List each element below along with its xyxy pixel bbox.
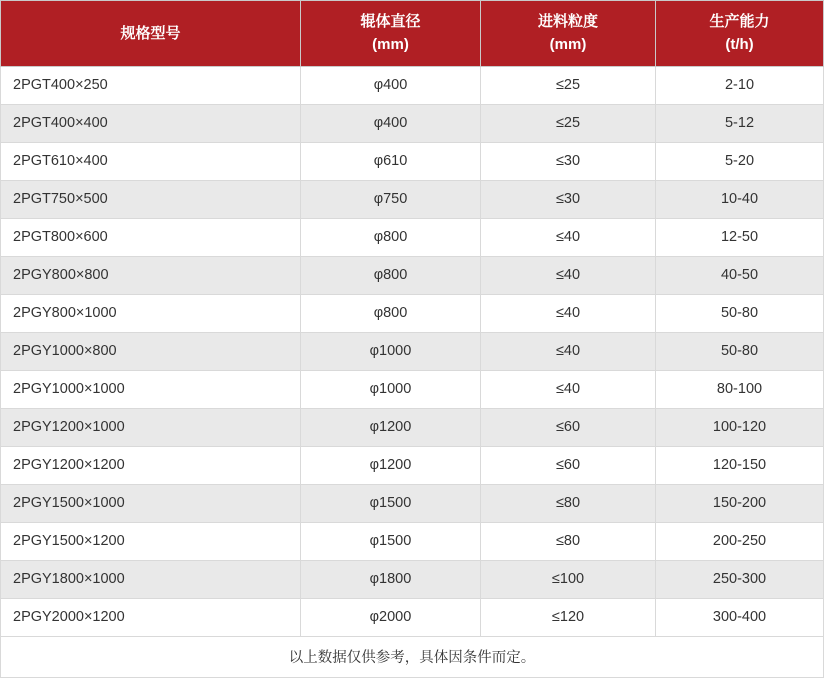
cell-feed-size: ≤60 [481,446,656,484]
cell-roller-diameter: φ1500 [301,484,481,522]
table-row [1,104,824,142]
cell-roller-diameter: φ800 [301,256,481,294]
cell-roller-diameter: φ800 [301,218,481,256]
cell-model: 2PGT400×400 [1,104,301,142]
cell-feed-size: ≤40 [481,256,656,294]
cell-feed-size: ≤30 [481,180,656,218]
cell-capacity: 5-20 [656,142,824,180]
cell-capacity: 2-10 [656,66,824,104]
cell-feed-size: ≤80 [481,484,656,522]
cell-model: 2PGT400×250 [1,66,301,104]
cell-capacity: 12-50 [656,218,824,256]
column-header-model-title: 规格型号 [120,24,181,42]
cell-capacity: 50-80 [656,294,824,332]
cell-feed-size: ≤100 [481,560,656,598]
cell-roller-diameter: φ750 [301,180,481,218]
cell-roller-diameter: φ1200 [301,446,481,484]
column-header-feed-size [481,1,656,67]
cell-capacity: 40-50 [656,256,824,294]
column-header-roller-diameter-unit: (mm) [372,36,409,54]
column-header-capacity-unit: (t/h) [725,36,754,54]
cell-capacity: 50-80 [656,332,824,370]
table-body [1,66,824,636]
table-header [1,1,824,67]
cell-capacity: 100-120 [656,408,824,446]
cell-roller-diameter: φ1000 [301,370,481,408]
cell-feed-size: ≤25 [481,104,656,142]
column-header-capacity [656,1,824,67]
cell-capacity: 5-12 [656,104,824,142]
cell-feed-size: ≤60 [481,408,656,446]
cell-model: 2PGT800×600 [1,218,301,256]
table-row [1,256,824,294]
cell-capacity: 80-100 [656,370,824,408]
cell-roller-diameter: φ1800 [301,560,481,598]
column-header-model [1,1,301,67]
cell-model: 2PGT610×400 [1,142,301,180]
table-row [1,598,824,636]
cell-roller-diameter: φ1200 [301,408,481,446]
cell-capacity: 250-300 [656,560,824,598]
cell-model: 2PGY1200×1200 [1,446,301,484]
table-row [1,294,824,332]
table-row [1,180,824,218]
cell-model: 2PGY800×1000 [1,294,301,332]
cell-model: 2PGY2000×1200 [1,598,301,636]
cell-feed-size: ≤40 [481,218,656,256]
column-header-roller-diameter [301,1,481,67]
column-header-roller-diameter-title: 辊体直径 [360,13,421,30]
table-row [1,370,824,408]
cell-roller-diameter: φ400 [301,66,481,104]
cell-model: 2PGY800×800 [1,256,301,294]
cell-capacity: 150-200 [656,484,824,522]
cell-roller-diameter: φ1500 [301,522,481,560]
table-header-row [1,1,824,67]
table-footer-row [1,636,824,677]
cell-model: 2PGY1500×1200 [1,522,301,560]
table-row [1,522,824,560]
cell-capacity: 300-400 [656,598,824,636]
table-row [1,484,824,522]
cell-capacity: 200-250 [656,522,824,560]
column-header-feed-size-unit: (mm) [549,36,587,54]
table-row [1,142,824,180]
cell-capacity: 10-40 [656,180,824,218]
cell-roller-diameter: φ800 [301,294,481,332]
cell-roller-diameter: φ610 [301,142,481,180]
cell-feed-size: ≤40 [481,370,656,408]
cell-feed-size: ≤40 [481,294,656,332]
cell-model: 2PGY1000×800 [1,332,301,370]
table-row [1,408,824,446]
table-row [1,560,824,598]
cell-feed-size: ≤120 [481,598,656,636]
cell-feed-size: ≤30 [481,142,656,180]
table-footer [1,636,824,677]
cell-model: 2PGY1500×1000 [1,484,301,522]
cell-model: 2PGY1200×1000 [1,408,301,446]
cell-feed-size: ≤40 [481,332,656,370]
table-row [1,218,824,256]
table-row [1,332,824,370]
cell-model: 2PGY1000×1000 [1,370,301,408]
cell-feed-size: ≤25 [481,66,656,104]
cell-capacity: 120-150 [656,446,824,484]
table-row [1,446,824,484]
footnote: 以上数据仅供参考，具体因条件而定。 [1,636,824,677]
cell-feed-size: ≤80 [481,522,656,560]
cell-roller-diameter: φ2000 [301,598,481,636]
column-header-capacity-title: 生产能力 [709,13,770,30]
cell-roller-diameter: φ400 [301,104,481,142]
cell-model: 2PGY1800×1000 [1,560,301,598]
table-row [1,66,824,104]
column-header-feed-size-title: 进料粒度 [537,13,598,30]
cell-roller-diameter: φ1000 [301,332,481,370]
cell-model: 2PGT750×500 [1,180,301,218]
